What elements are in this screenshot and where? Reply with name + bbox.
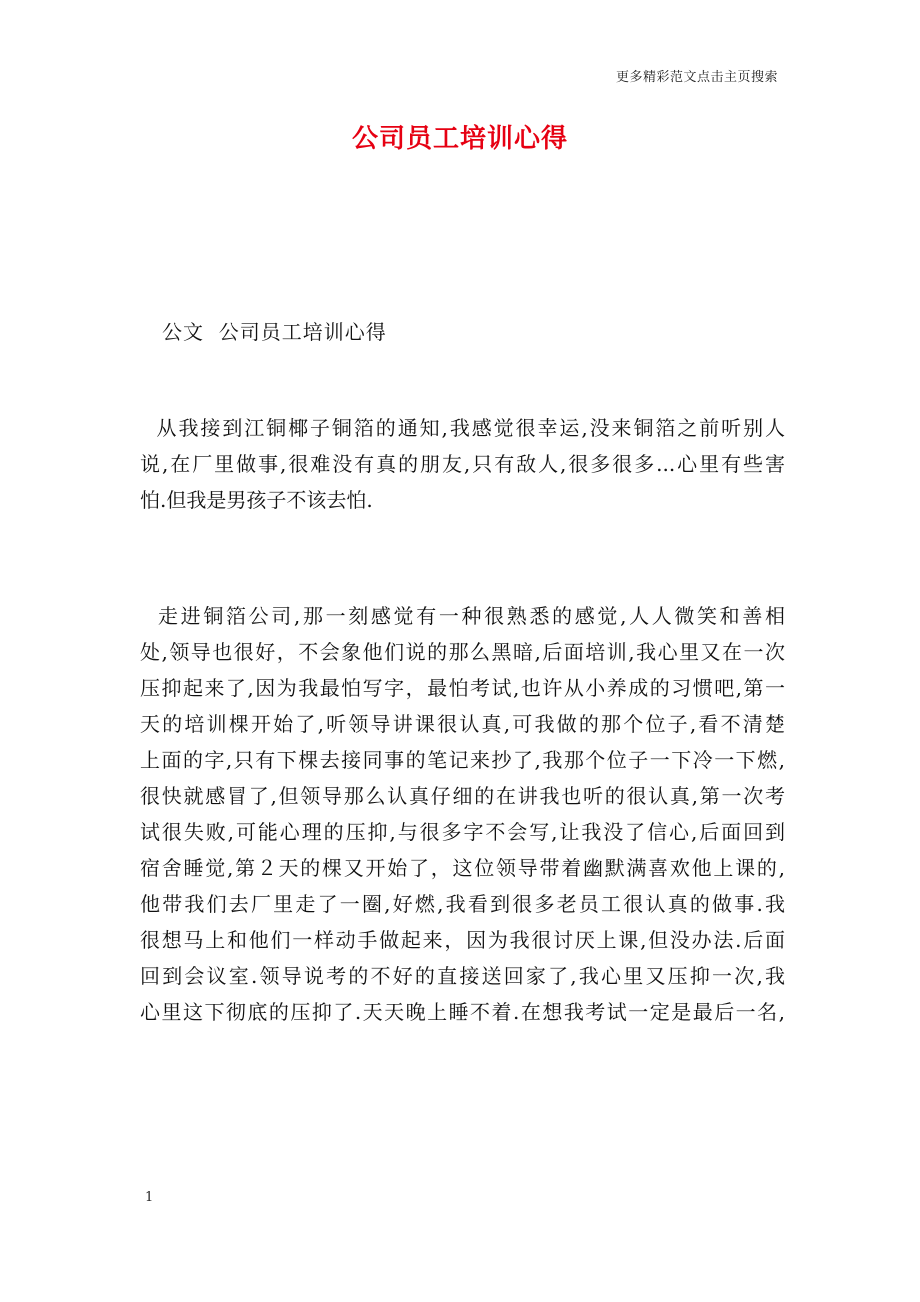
- paragraph-line: 天的培训棵开始了,听领导讲课很认真,可我做的那个位子,看不清楚: [140, 712, 785, 736]
- paragraph-line: 上面的字,只有下棵去接同事的笔记来抄了,我那个位子一下冷一下燃,: [140, 748, 785, 772]
- paragraph-2: [140, 598, 785, 1030]
- paragraph-line: 怕.但我是男孩子不该去怕.: [140, 488, 373, 512]
- paragraph-line: 处,领导也很好，不会象他们说的那么黑暗,后面培训,我心里又在一次: [140, 640, 785, 664]
- document-subtitle: 公文 公司员工培训心得: [162, 320, 387, 344]
- paragraph-1: [140, 410, 785, 518]
- paragraph-line: 压抑起来了,因为我最怕写字，最怕考试,也许从小养成的习惯吧,第一: [140, 676, 785, 700]
- paragraph-line: 从我接到江铜椰子铜箔的通知,我感觉很幸运,没来铜箔之前听别人: [140, 416, 785, 440]
- paragraph-line: 回到会议室.领导说考的不好的直接送回家了,我心里又压抑一次,我: [140, 964, 785, 988]
- paragraph-line: 走进铜箔公司,那一刻感觉有一种很熟悉的感觉,人人微笑和善相: [140, 604, 785, 628]
- paragraph-line: 他带我们去厂里走了一圈,好燃,我看到很多老员工很认真的做事.我: [140, 892, 785, 916]
- page-number: 1: [145, 1190, 154, 1205]
- paragraph-line: 说,在厂里做事,很难没有真的朋友,只有敌人,很多很多...心里有些害: [140, 452, 785, 476]
- header-search-hint[interactable]: 更多精彩范文点击主页搜索: [615, 70, 778, 85]
- paragraph-line: 很想马上和他们一样动手做起来，因为我很讨厌上课,但没办法.后面: [140, 928, 785, 952]
- paragraph-line: 试很失败,可能心理的压抑,与很多字不会写,让我没了信心,后面回到: [140, 820, 785, 844]
- paragraph-line: 心里这下彻底的压抑了.天天晚上睡不着.在想我考试一定是最后一名,: [140, 1000, 785, 1024]
- document-title: 公司员工培训心得: [351, 124, 568, 154]
- paragraph-line: 宿舍睡觉,第２天的棵又开始了，这位领导带着幽默满喜欢他上课的,: [140, 856, 785, 880]
- paragraph-line: 很快就感冒了,但领导那么认真仔细的在讲我也听的很认真,第一次考: [140, 784, 785, 808]
